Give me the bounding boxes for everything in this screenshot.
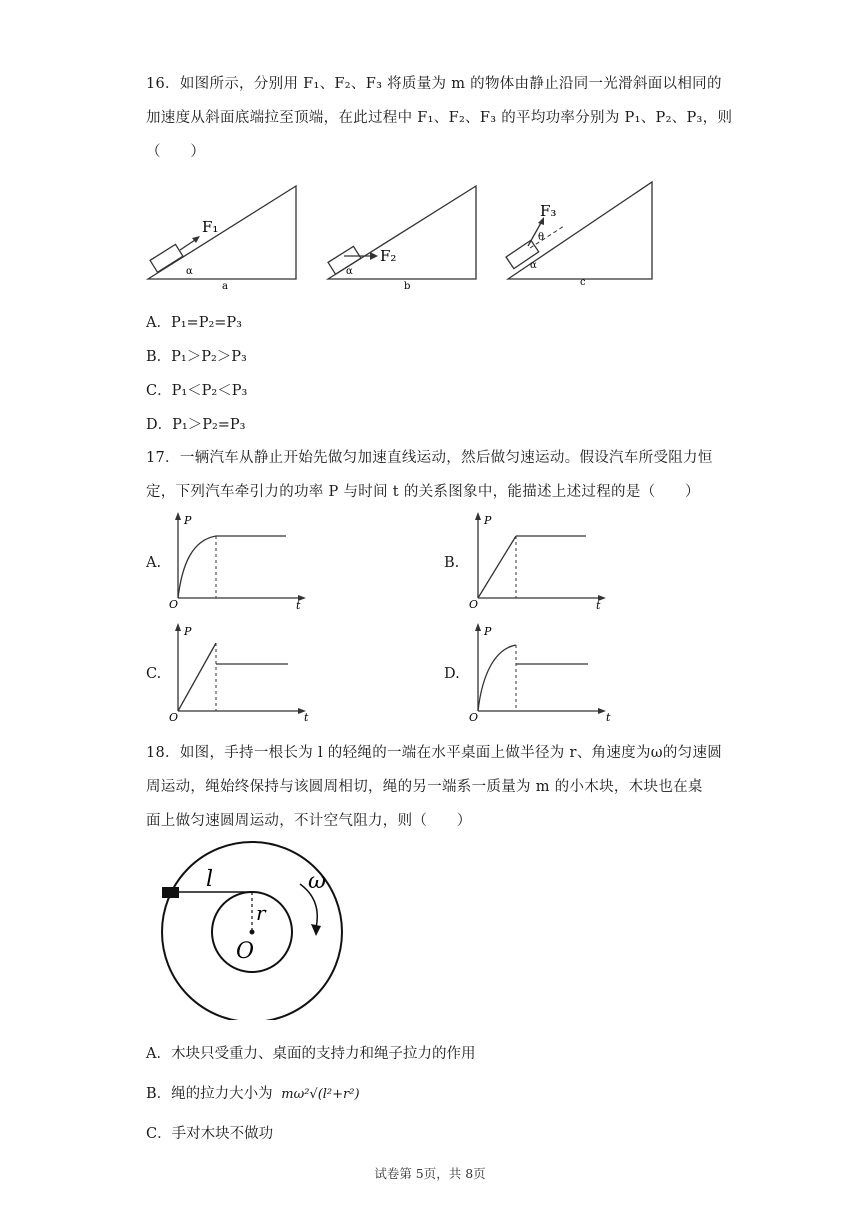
omega-label: ω — [308, 869, 326, 894]
caption-c: c — [580, 277, 586, 288]
q16-stem-line-3: （ ） — [146, 144, 206, 160]
q17-graph-b — [468, 510, 618, 610]
q16-option-d: D．P₁＞P₂=P₃ — [146, 417, 246, 433]
q18-option-b: B．绳的拉力大小为 mω²√(l²+r²) — [146, 1086, 360, 1102]
q17-graph-a-label: A. — [146, 555, 162, 571]
q16-option-c: C．P₁＜P₂＜P₃ — [146, 383, 248, 399]
svg-text:O: O — [469, 598, 479, 610]
q17-graph-c — [168, 621, 318, 723]
q17-graph-b-label: B. — [444, 555, 460, 571]
q18-option-a: A．木块只受重力、桌面的支持力和绳子拉力的作用 — [146, 1046, 476, 1062]
svg-text:P: P — [484, 514, 492, 527]
q16-stem-line-2: 加速度从斜面底端拉至顶端，在此过程中 F₁、F₂、F₃ 的平均功率分别为 P₁、P₂、P₃，则 — [146, 110, 733, 126]
q18-stem-line-3: 面上做匀速圆周运动，不计空气阻力，则（ ） — [146, 813, 472, 829]
q17-graph-d — [468, 621, 624, 723]
svg-text:t: t — [606, 711, 611, 723]
incline-figure-a — [148, 186, 296, 292]
q18-stem-line-2: 周运动，绳始终保持与该圆周相切，绳的另一端系一质量为 m 的小木块，木块也在桌 — [146, 779, 703, 795]
force-label-f2: F₂ — [380, 247, 397, 265]
block-b — [328, 246, 361, 274]
page-footer: 试卷第 5页，共 8页 — [374, 1166, 486, 1181]
svg-text:t: t — [596, 599, 601, 610]
svg-text:O: O — [169, 598, 179, 610]
force-label-f1: F₁ — [202, 218, 219, 236]
angle-label-a: α — [186, 266, 193, 277]
q16-option-a: A．P₁=P₂=P₃ — [146, 315, 242, 331]
caption-a: a — [222, 281, 228, 292]
incline-figure-b — [328, 186, 476, 292]
angle-label-c: α — [530, 260, 537, 271]
force-label-f3: F₃ — [540, 202, 557, 220]
tension-formula: mω²√(l²+r²) — [281, 1087, 360, 1102]
svg-text:O: O — [469, 711, 479, 723]
svg-text:O: O — [169, 711, 179, 723]
q16-incline-figures — [140, 176, 660, 294]
q17-graph-d-label: D. — [444, 666, 460, 682]
svg-text:t: t — [304, 711, 309, 723]
svg-text:P: P — [484, 625, 492, 638]
incline-figure-c — [506, 182, 652, 288]
q17-graph-a — [168, 510, 318, 610]
angle-label-b: α — [346, 266, 353, 277]
q17-graph-c-label: C. — [146, 666, 162, 682]
wood-block — [162, 887, 179, 898]
q18-option-c: C．手对木块不做功 — [146, 1126, 274, 1142]
length-label-l: l — [206, 867, 214, 892]
caption-b: b — [404, 281, 411, 292]
theta-label-c: θ — [538, 232, 545, 243]
svg-text:P: P — [184, 514, 192, 527]
q17-stem-line-2: 定，下列汽车牵引力的功率 P 与时间 t 的关系图象中，能描述上述过程的是（ ） — [146, 484, 700, 500]
q16-option-b: B．P₁＞P₂＞P₃ — [146, 349, 247, 365]
q17-stem-line-1: 17．一辆汽车从静止开始先做匀加速直线运动，然后做匀速运动。假设汽车所受阻力恒 — [146, 450, 713, 466]
q18-circle-figure — [150, 840, 350, 1020]
q16-stem-line-1: 16．如图所示，分别用 F₁、F₂、F₃ 将质量为 m 的物体由静止沿同一光滑斜面以相同的 — [146, 76, 722, 92]
svg-text:P: P — [184, 625, 192, 638]
center-label-o: O — [236, 939, 255, 964]
q18-stem-line-1: 18．如图，手持一根长为 l 的轻绳的一端在水平桌面上做半径为 r、角速度为ω的匀速圆 — [146, 745, 723, 761]
svg-text:t: t — [296, 599, 301, 610]
radius-label-r: r — [256, 901, 266, 925]
